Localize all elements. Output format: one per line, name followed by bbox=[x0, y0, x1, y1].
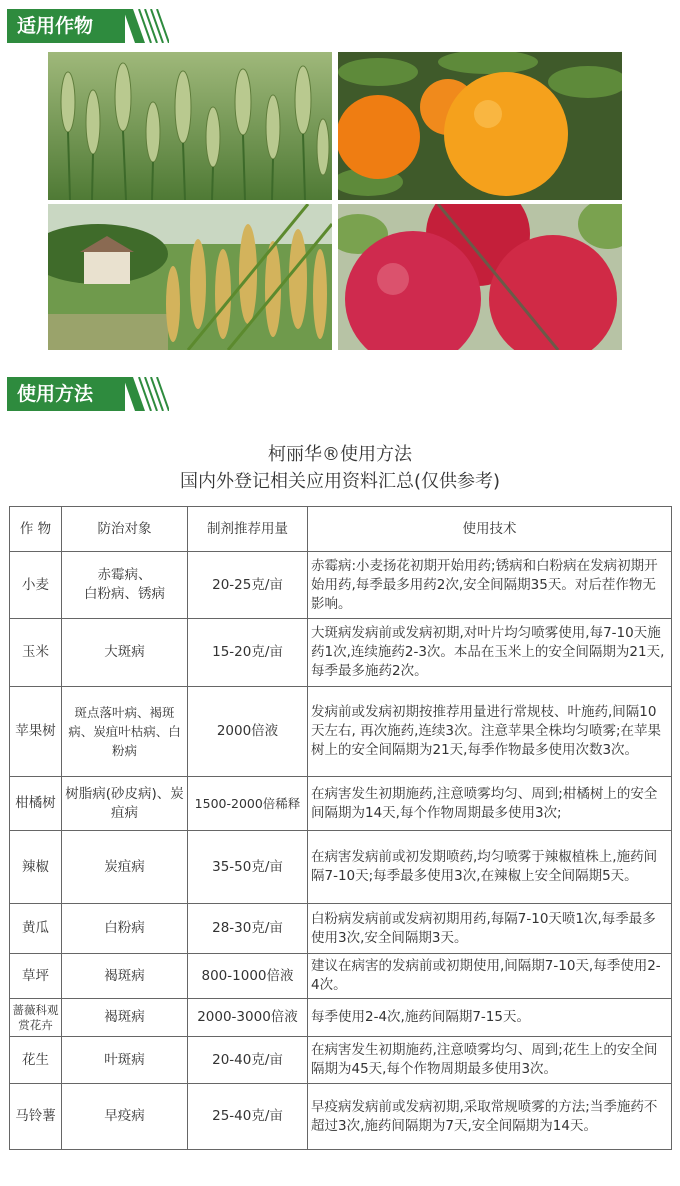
target-cell: 斑点落叶病、褐斑病、炭疽叶枯病、白粉病 bbox=[62, 687, 188, 777]
section-header-crops bbox=[7, 9, 157, 43]
target-cell: 白粉病 bbox=[62, 904, 188, 954]
header-tech: 使用技术 bbox=[308, 507, 672, 552]
table-row bbox=[10, 1037, 672, 1084]
table-row bbox=[10, 999, 672, 1037]
target-cell: 褐斑病 bbox=[62, 999, 188, 1037]
header-crop: 作 物 bbox=[10, 507, 62, 552]
target-cell: 大斑病 bbox=[62, 619, 188, 687]
tech-cell: 早疫病发病前或发病初期,采取常规喷雾的方法;当季施药不超过3次,施药间隔期为7天,安全间隔期为14天。 bbox=[308, 1084, 672, 1150]
section-header-usage bbox=[7, 377, 157, 411]
tech-cell: 白粉病发病前或发病初期用药,每隔7-10天喷1次,每季最多使用3次,安全间隔期3天。 bbox=[308, 904, 672, 954]
rice-photo bbox=[48, 204, 332, 350]
target-cell: 褐斑病 bbox=[62, 954, 188, 999]
stripe-decoration-icon bbox=[123, 377, 169, 411]
target-cell: 炭疽病 bbox=[62, 831, 188, 904]
dose-cell: 25-40克/亩 bbox=[188, 1084, 308, 1150]
crop-cell: 玉米 bbox=[10, 619, 62, 687]
dose-cell: 20-40克/亩 bbox=[188, 1037, 308, 1084]
crop-cell: 花生 bbox=[10, 1037, 62, 1084]
table-row bbox=[10, 777, 672, 831]
dose-cell: 20-25克/亩 bbox=[188, 552, 308, 619]
crop-cell: 苹果树 bbox=[10, 687, 62, 777]
dose-cell: 1500-2000倍稀释 bbox=[188, 777, 308, 831]
target-cell: 早疫病 bbox=[62, 1084, 188, 1150]
tech-cell: 在病害发生初期施药,注意喷雾均匀、周到;花生上的安全间隔期为45天,每个作物周期最多使用3次。 bbox=[308, 1037, 672, 1084]
wheat-photo bbox=[48, 52, 332, 200]
crop-cell: 小麦 bbox=[10, 552, 62, 619]
table-row bbox=[10, 619, 672, 687]
dose-cell: 2000倍液 bbox=[188, 687, 308, 777]
table-row bbox=[10, 954, 672, 999]
header-target: 防治对象 bbox=[62, 507, 188, 552]
target-cell: 赤霉病、 白粉病、锈病 bbox=[62, 552, 188, 619]
dose-cell: 15-20克/亩 bbox=[188, 619, 308, 687]
target-cell: 叶斑病 bbox=[62, 1037, 188, 1084]
crop-cell: 辣椒 bbox=[10, 831, 62, 904]
crop-cell: 柑橘树 bbox=[10, 777, 62, 831]
tech-cell: 在病害发生初期施药,注意喷雾均匀、周到;柑橘树上的安全间隔期为14天,每个作物周期最多使用3次; bbox=[308, 777, 672, 831]
table-header-row bbox=[10, 507, 672, 552]
citrus-photo bbox=[338, 52, 622, 200]
tech-cell: 发病前或发病初期按推荐用量进行常规枝、叶施药,间隔10天左右, 再次施药,连续3次。注意苹果全株均匀喷雾;在苹果树上的安全间隔期为21天,每季作物最多使用次数3次。 bbox=[308, 687, 672, 777]
table-row bbox=[10, 552, 672, 619]
target-cell: 树脂病(砂皮病)、炭疽病 bbox=[62, 777, 188, 831]
dose-cell: 800-1000倍液 bbox=[188, 954, 308, 999]
doc-title: 柯丽华®使用方法 bbox=[268, 444, 412, 465]
crop-cell: 草坪 bbox=[10, 954, 62, 999]
section-title: 使用方法 bbox=[7, 377, 125, 411]
dose-cell: 2000-3000倍液 bbox=[188, 999, 308, 1037]
section-title: 适用作物 bbox=[7, 9, 125, 43]
dose-cell: 28-30克/亩 bbox=[188, 904, 308, 954]
tech-cell: 每季使用2-4次,施药间隔期7-15天。 bbox=[308, 999, 672, 1037]
table-row bbox=[10, 1084, 672, 1150]
crop-photo-grid bbox=[48, 52, 622, 350]
apple-photo bbox=[338, 204, 622, 350]
table-row bbox=[10, 904, 672, 954]
table-row bbox=[10, 687, 672, 777]
tech-cell: 建议在病害的发病前或初期使用,间隔期7-10天,每季使用2-4次。 bbox=[308, 954, 672, 999]
stripe-decoration-icon bbox=[123, 9, 169, 43]
crop-cell: 马铃薯 bbox=[10, 1084, 62, 1150]
tech-cell: 在病害发病前或初发期喷药,均匀喷雾于辣椒植株上,施药间隔7-10天;每季最多使用3次,在辣椒上安全间隔期5天。 bbox=[308, 831, 672, 904]
crop-cell: 蔷薇科观赏花卉 bbox=[10, 999, 62, 1037]
tech-cell: 赤霉病:小麦扬花初期开始用药;锈病和白粉病在发病初期开始用药,每季最多用药2次,安全间隔期35天。对后茬作物无影响。 bbox=[308, 552, 672, 619]
crop-cell: 黄瓜 bbox=[10, 904, 62, 954]
table-row bbox=[10, 831, 672, 904]
tech-cell: 大斑病发病前或发病初期,对叶片均匀喷雾使用,每7-10天施药1次,连续施药2-3次。本品在玉米上的安全间隔期为21天,每季最多施药2次。 bbox=[308, 619, 672, 687]
dose-cell: 35-50克/亩 bbox=[188, 831, 308, 904]
usage-table bbox=[9, 506, 672, 1150]
header-dose: 制剂推荐用量 bbox=[188, 507, 308, 552]
doc-subtitle: 国内外登记相关应用资料汇总(仅供参考) bbox=[179, 471, 501, 492]
